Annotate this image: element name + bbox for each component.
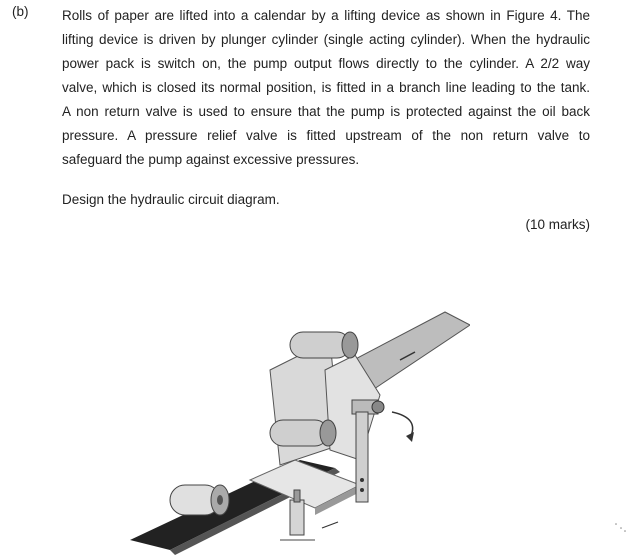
marks-allocation: (10 marks) (525, 217, 590, 232)
paragraph-line: power pack is switch on, the pump output flows directly to the cylinder. A 2/2 way (62, 56, 590, 71)
paper-roll (170, 485, 229, 515)
paragraph-line: A non return valve is used to ensure that the pump is protected against the oil back (62, 104, 590, 119)
paragraph-line: pressure. A pressure relief valve is fitted upstream of the non return valve to (62, 128, 590, 143)
lifting-device-figure (130, 300, 470, 560)
rotation-arrow (392, 412, 413, 438)
question-paragraph (62, 4, 590, 172)
top-roller (290, 332, 358, 358)
question-label: (b) (12, 4, 29, 19)
lifting-device-illustration (130, 300, 470, 555)
task-instruction: Design the hydraulic circuit diagram. (62, 192, 280, 207)
paragraph-line: valve, which is closed its normal position, is fitted in a branch line leading to the tank. (62, 80, 590, 95)
paragraph-line: safeguard the pump against excessive pressures. (62, 152, 360, 167)
lower-roller (270, 420, 336, 446)
scan-speck (612, 518, 632, 538)
paragraph-line: lifting device is driven by plunger cylinder (single acting cylinder). When the hydraulic (62, 32, 590, 47)
paragraph-line: Rolls of paper are lifted into a calendar by a lifting device as shown in Figure 4. The (62, 8, 590, 23)
